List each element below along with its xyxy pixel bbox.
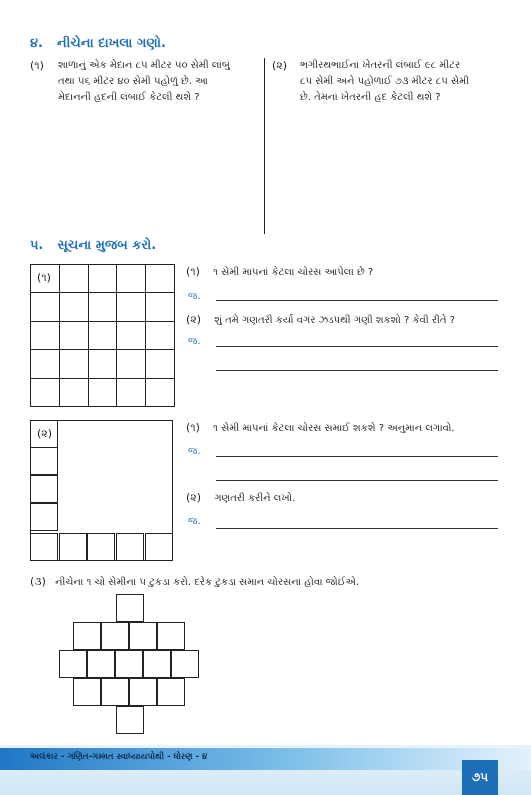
puzzle-square bbox=[101, 678, 129, 706]
question-5-3 bbox=[30, 574, 510, 591]
puzzle-square bbox=[171, 650, 199, 678]
question-5-2-1 bbox=[186, 420, 516, 437]
section-4-heading bbox=[30, 36, 166, 51]
question-5-2-2 bbox=[186, 490, 506, 507]
question-5-1-1-number: (૧) bbox=[186, 265, 200, 278]
answer-label: જ. bbox=[188, 291, 201, 302]
grid-1-cell bbox=[31, 322, 60, 350]
column-divider bbox=[264, 58, 265, 234]
grid-1-cell bbox=[117, 293, 146, 321]
puzzle-square bbox=[73, 678, 101, 706]
puzzle-square bbox=[73, 622, 101, 650]
answer-label: જ. bbox=[188, 446, 201, 457]
grid-1-cell bbox=[117, 350, 146, 378]
grid-1-cell bbox=[89, 293, 118, 321]
question-4-1-line-2: તથા ૫૬ મીટર ૪૦ સેમી પહોળું છે. આ bbox=[58, 76, 208, 87]
grid-1-cell bbox=[117, 379, 146, 407]
unit-square bbox=[145, 533, 173, 561]
question-4-1 bbox=[30, 58, 262, 106]
unit-square bbox=[30, 447, 58, 475]
answer-line bbox=[216, 480, 498, 481]
unit-square bbox=[59, 533, 87, 561]
grid-1-cell bbox=[146, 379, 175, 407]
question-5-1-2-text: શું તમે ગણતરી કર્યા વગર ઝડપથી ગણી શકશો ? કેવી રીતે ? bbox=[214, 315, 456, 326]
section-4-title: નીચેના દાખલા ગણો. bbox=[57, 36, 166, 51]
puzzle-square bbox=[116, 594, 144, 622]
unit-square bbox=[116, 533, 144, 561]
grid-1-cell bbox=[60, 322, 89, 350]
question-4-2-line-2: ૮૫ સેમી અને પહોળાઈ ૭૩ મીટર ૮૫ સેમી bbox=[300, 76, 470, 87]
puzzle-square bbox=[157, 678, 185, 706]
question-4-2-line-1: ભગીરથભાઈનાં ખેતરની લંબાઈ ૯૮ મીટર bbox=[300, 60, 461, 71]
answer-line bbox=[216, 528, 498, 529]
answer-line bbox=[216, 346, 498, 347]
answer-label: જ. bbox=[188, 516, 201, 527]
grid-1-cell bbox=[31, 350, 60, 378]
grid-1-cell bbox=[146, 265, 175, 293]
footer-text: અલંકાર - ગણિત-ગમ્મત સ્વાધ્યાયપોથી - ધોરણ - ૪ bbox=[30, 752, 208, 762]
question-4-2-line-3: છે. તેમનાં ખેતરની હદ કેટલી થશે ? bbox=[300, 92, 441, 103]
puzzle-square bbox=[59, 650, 87, 678]
question-5-2-1-number: (૧) bbox=[186, 421, 200, 434]
answer-line bbox=[216, 300, 498, 301]
grid-1-cell bbox=[89, 379, 118, 407]
grid-1-cell bbox=[60, 265, 89, 293]
answer-line bbox=[216, 456, 498, 457]
grid-1-cell bbox=[146, 293, 175, 321]
grid-1-cell bbox=[60, 379, 89, 407]
question-5-1-1-text: ૧ સેમી માપનાં કેટલા ચોરસ આપેલા છે ? bbox=[213, 267, 374, 278]
puzzle-square bbox=[157, 622, 185, 650]
question-4-2-number: (૨) bbox=[272, 59, 288, 72]
question-4-1-line-1: શાળાનું એક મેદાન ૮૫ મીટર ૫૦ સેમી લાંબું bbox=[58, 60, 230, 71]
grid-1-cell bbox=[89, 322, 118, 350]
question-5-3-text: નીચેના ૧ ચો સેમીના ૫ ટુકડા કરો. દરેક ટુકડા સમાન ચોરસના હોવા જોઈએ. bbox=[55, 577, 360, 588]
answer-label: જ. bbox=[188, 336, 201, 347]
grid-1-cell bbox=[146, 350, 175, 378]
puzzle-square bbox=[101, 622, 129, 650]
unit-square bbox=[30, 533, 58, 561]
question-5-2-2-text: ગણતરી કરીને લખો. bbox=[214, 493, 296, 504]
section-4-number: ૪. bbox=[30, 36, 43, 51]
question-4-2 bbox=[272, 58, 512, 106]
grid-1-cell bbox=[89, 350, 118, 378]
answer-line bbox=[216, 370, 498, 371]
question-4-1-number: (૧) bbox=[30, 59, 44, 72]
grid-1-cell bbox=[31, 293, 60, 321]
grid-1-cell bbox=[117, 265, 146, 293]
section-5-heading bbox=[30, 238, 156, 253]
grid-1-cell bbox=[117, 322, 146, 350]
grid-1-cell bbox=[60, 350, 89, 378]
square-grid-1 bbox=[30, 264, 175, 407]
question-5-2-2-number: (૨) bbox=[186, 491, 202, 504]
question-5-1-2-number: (૨) bbox=[186, 313, 202, 326]
unit-square bbox=[87, 533, 115, 561]
section-5-number: પ. bbox=[30, 238, 44, 253]
grid-2-label: (૨) bbox=[37, 427, 53, 440]
question-5-1-2 bbox=[186, 312, 516, 329]
unit-square bbox=[30, 475, 58, 503]
unit-square bbox=[30, 503, 58, 531]
puzzle-square bbox=[129, 622, 157, 650]
puzzle-square bbox=[87, 650, 115, 678]
question-5-2-1-text: ૧ સેમી માપનાં કેટલા ચોરસ સમાઈ શકશે ? અનુમાન લગાવો. bbox=[213, 423, 455, 434]
section-5-title: સૂચના મુજબ કરો. bbox=[57, 238, 157, 253]
question-5-3-number: (૩) bbox=[30, 575, 46, 588]
puzzle-square bbox=[115, 650, 143, 678]
page-number: ૭૫ bbox=[462, 760, 498, 795]
question-4-1-line-3: મેદાનની હદની લંબાઈ કેટલી થશે ? bbox=[58, 92, 200, 103]
puzzle-square bbox=[116, 706, 144, 734]
grid-1-label: (૧) bbox=[37, 271, 51, 284]
grid-1-cell bbox=[31, 379, 60, 407]
question-5-1-1 bbox=[186, 264, 506, 281]
puzzle-square bbox=[129, 678, 157, 706]
grid-1-cell bbox=[146, 322, 175, 350]
grid-1-cell bbox=[60, 293, 89, 321]
puzzle-square bbox=[143, 650, 171, 678]
grid-1-cell bbox=[89, 265, 118, 293]
